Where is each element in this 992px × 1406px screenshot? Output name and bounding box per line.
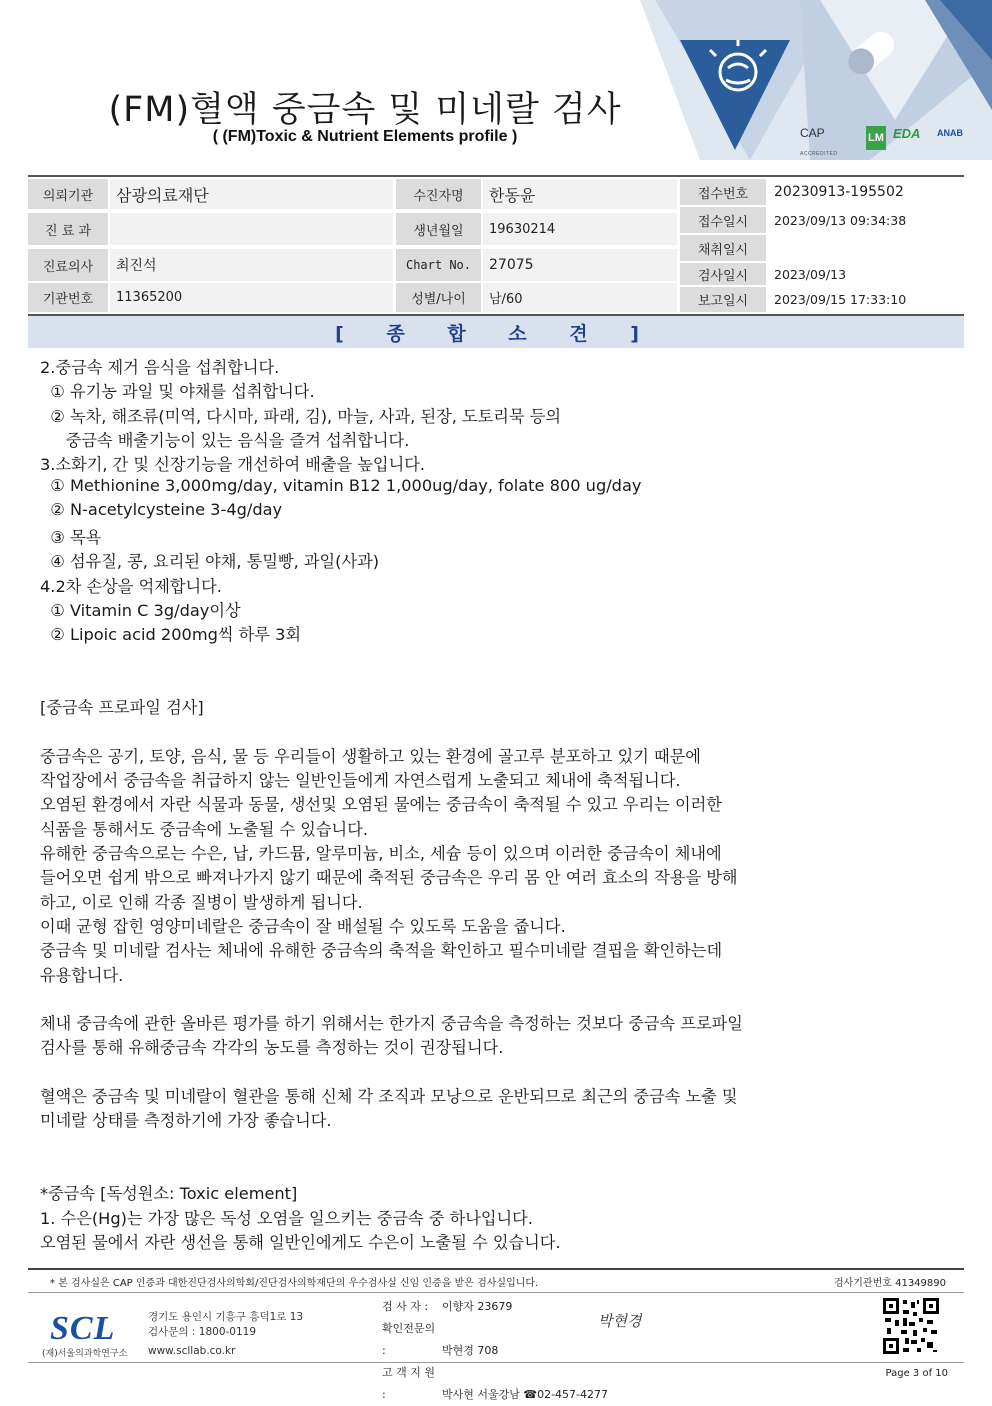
body-line: ② 녹차, 해조류(미역, 다시마, 파래, 김), 마늘, 사과, 된장, 도토리묵 등의 — [40, 406, 561, 426]
body-line: 이때 균형 잡힌 영양미네랄은 중금속이 잘 배설될 수 있도록 도움을 줍니다. — [40, 916, 566, 936]
sex-age-value: 남/60 — [483, 283, 677, 312]
patient-label: 수진자명 — [396, 179, 481, 209]
body-line: [중금속 프로파일 검사] — [40, 698, 204, 718]
cap-logo: CAP ACCREDITED — [800, 126, 838, 157]
body-line: ① Vitamin C 3g/day이상 — [40, 601, 241, 620]
body-line: 미네랄 상태를 측정하기에 가장 좋습니다. — [40, 1111, 332, 1131]
body-line: ② Lipoic acid 200mg씩 하루 3회 — [40, 625, 302, 645]
body-line: 작업장에서 중금속을 취급하지 않는 일반인들에게 자연스럽게 노출되고 체내에 축적됩니다. — [40, 771, 681, 791]
page-number: Page 3 of 10 — [885, 1368, 948, 1379]
body-line: 오염된 환경에서 자란 식물과 동물, 생선및 오염된 물에는 중금속이 축적될 수 있고 우리는 이러한 — [40, 795, 722, 815]
chart-label: Chart No. — [396, 249, 481, 281]
report-title: (FM)혈액 중금속 및 미네랄 검사 — [108, 90, 622, 130]
body-line: 하고, 이로 인해 각종 질병이 발생하게 됩니다. — [40, 892, 363, 912]
body-line: ③ 목욕 — [40, 528, 102, 548]
eda-logo: EDA — [893, 126, 921, 141]
body-line: *중금속 [독성원소: Toxic element] — [40, 1184, 298, 1204]
org-website[interactable]: www.scllab.co.kr — [148, 1345, 236, 1357]
body-line: ① Methionine 3,000mg/day, vitamin B12 1,000ug/day, folate 800 ug/day — [40, 475, 642, 495]
inst-no-value: 11365200 — [110, 283, 393, 312]
receipt-date-value: 2023/09/13 09:34:38 — [768, 207, 964, 233]
report-value: 2023/09/15 17:33:10 — [768, 287, 964, 312]
org-address: 경기도 용인시 기흥구 흥덕1로 13 검사문의 : 1800-0119 — [148, 1311, 304, 1338]
staff-info: 검 사 자 : 이향자 23679 확인전문의 : 박현경 708 고 객 지 원 : 박사현 서울강남 ☎02-457-4277 — [382, 1300, 609, 1401]
body-line: ① 유기농 과일 및 야채를 섭취합니다. — [40, 382, 315, 402]
facility-label: 의뢰기관 — [28, 179, 108, 209]
body-line: 중금속은 공기, 토양, 음식, 물 등 우리들이 생활하고 있는 환경에 골고루 분포하고 있기 때문에 — [40, 746, 701, 766]
collect-value — [768, 235, 964, 261]
body-line: 유용합니다. — [40, 965, 124, 985]
qr-code-icon — [883, 1298, 939, 1354]
dept-value — [110, 213, 393, 245]
test-date-label: 검사일시 — [680, 263, 766, 285]
body-line: 4.2차 손상을 억제합니다. — [40, 576, 222, 596]
registration-number: 검사기관번호 41349890 — [833, 1278, 946, 1289]
report-label: 보고일시 — [680, 287, 766, 312]
receipt-no-value: 20230913-195502 — [768, 179, 964, 205]
signature: 박현경 — [598, 1312, 642, 1330]
patient-value: 한동윤 — [483, 179, 677, 209]
dob-label: 생년월일 — [396, 213, 481, 245]
body-line: 중금속 및 미네랄 검사는 체내에 유해한 중금속의 축적을 확인하고 필수미네랄 결핍을 확인하는데 — [40, 941, 723, 961]
report-footer — [28, 1268, 964, 1401]
body-line: 2.중금속 제거 음식을 섭취합니다. — [40, 358, 280, 377]
body-line: 체내 중금속에 관한 올바른 평가를 하기 위해서는 한가지 중금속을 측정하는 것보다 중금속 프로파일 — [40, 1014, 743, 1034]
doctor-value: 최진석 — [110, 249, 393, 281]
body-line: 1. 수은(Hg)는 가장 많은 독성 오염을 일으키는 중금속 중 하나입니다. — [40, 1208, 533, 1228]
body-line: 유해한 중금속으로는 수은, 납, 카드뮴, 알루미늄, 비소, 세슘 등이 있으며 이러한 중금속이 체내에 — [40, 844, 722, 863]
body-line: 식품을 통해서도 중금속에 노출될 수 있습니다. — [40, 819, 368, 839]
doctor-label: 진료의사 — [28, 249, 108, 281]
body-line: 검사를 통해 유해중금속 각각의 농도를 측정하는 것이 권장됩니다. — [40, 1038, 504, 1058]
patient-info-table — [28, 175, 964, 316]
body-line: 오염된 물에서 자란 생선을 통해 일반인에게도 수은이 노출될 수 있습니다. — [40, 1232, 561, 1252]
lm-logo: LM — [866, 126, 886, 150]
report-subtitle: ( (FM)Toxic & Nutrient Elements profile ) — [212, 128, 518, 145]
scl-logo: SCL — [50, 1310, 116, 1347]
body-line: ② N-acetylcysteine 3-4g/day — [40, 499, 283, 519]
chart-value: 27075 — [483, 249, 677, 281]
inst-no-label: 기관번호 — [28, 283, 108, 312]
footer-note-bar — [28, 1268, 964, 1293]
org-name: (재)서울의과학연구소 — [42, 1349, 128, 1359]
certification-note: * 본 검사실은 CAP 인증과 대한진단검사의학회/진단검사의학재단의 우수검사실 신임 인증을 받은 검사실입니다. — [50, 1278, 539, 1289]
sex-age-label: 성별/나이 — [396, 283, 481, 312]
facility-value: 삼광의료재단 — [110, 179, 393, 209]
dept-label: 진 료 과 — [28, 213, 108, 245]
test-date-value: 2023/09/13 — [768, 263, 964, 285]
summary-heading: [ 종 합 소 견 ] — [28, 316, 964, 348]
body-line: 들어오면 쉽게 밖으로 빠져나가지 않기 때문에 축적된 중금속은 우리 몸 안 여러 효소의 작용을 방해 — [40, 868, 738, 888]
body-line: 혈액은 중금속 및 미네랄이 혈관을 통해 신체 각 조직과 모낭으로 운반되므로 최근의 중금속 노출 및 — [40, 1087, 738, 1106]
anab-logo: ANAB — [937, 128, 963, 138]
receipt-date-label: 접수일시 — [680, 207, 766, 233]
body-line: 3.소화기, 간 및 신장기능을 개선하여 배출을 높입니다. — [40, 455, 425, 475]
collect-label: 채취일시 — [680, 235, 766, 261]
dob-value: 19630214 — [483, 213, 677, 245]
receipt-no-label: 접수번호 — [680, 179, 766, 205]
body-line: 중금속 배출기능이 있는 음식을 즐겨 섭취합니다. — [40, 430, 410, 450]
body-line: ④ 섬유질, 콩, 요리된 야채, 통밀빵, 과일(사과) — [40, 552, 380, 572]
